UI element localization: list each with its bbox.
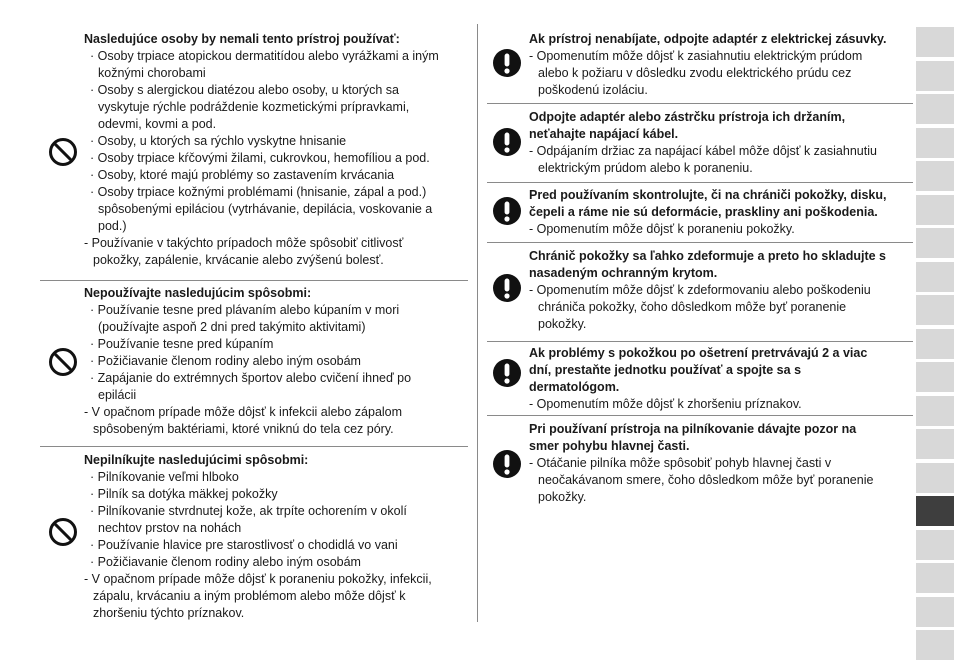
column-divider — [477, 24, 478, 622]
warning-section-persons — [40, 31, 468, 281]
consequence-line: alebo k požiaru v dôsledku zvodu elektrického prúdu cez — [538, 66, 852, 80]
caution-section-inspect — [487, 184, 913, 243]
chapter-tab — [916, 195, 954, 225]
bullet-line: · Osoby trpiace kŕčovými žilami, cukrovkou, hemofíliou a pod. — [90, 151, 430, 165]
consequence-line: pokožky. — [538, 317, 587, 331]
bullet-line: · Požičiavanie členom rodiny alebo iným osobám — [90, 555, 361, 569]
chapter-tab — [916, 128, 954, 158]
consequence-line: - Otáčanie pilníka môže spôsobiť pohyb hlavnej časti v — [529, 456, 832, 470]
section-heading: Nepilníkujte nasledujúcimi spôsobmi: — [84, 453, 309, 467]
bullet-line: vyskytuje rýchle podráždenie kozmetickými prípravkami, — [98, 100, 410, 114]
chapter-tab — [916, 597, 954, 627]
bullet-line: nechtov prstov na nohách — [98, 521, 242, 535]
bullet-line: · Používanie tesne pred plávaním alebo kúpaním v mori — [90, 303, 400, 317]
consequence-line: pokožky. — [538, 490, 587, 504]
warning-section-usage — [40, 281, 468, 447]
chapter-tab — [916, 396, 954, 426]
bullet-line: · Osoby, u ktorých sa rýchlo vyskytne hnisanie — [90, 134, 347, 148]
section-heading — [529, 109, 877, 143]
consequence-line: - Odpájaním držiac za napájací kábel môže dôjsť k zasiahnutiu — [529, 144, 877, 158]
bullet-line: · Pilník sa dotýka mäkkej pokožky — [90, 487, 278, 501]
bullet-line: · Pilníkovanie veľmi hlboko — [90, 470, 239, 484]
heading-line: smer pohybu hlavnej časti. — [529, 439, 690, 453]
bullet-line: epilácii — [98, 388, 137, 402]
consequence-line: - Opomenutím môže dôjsť k poraneniu pokožky. — [529, 222, 795, 236]
bullet-line: kožnými chorobami — [98, 66, 206, 80]
mandatory-exclamation-icon — [492, 273, 522, 303]
heading-line: nasadeným ochranným krytom. — [529, 266, 718, 280]
bullet-line: odevmi, kovmi a pod. — [98, 117, 217, 131]
heading-line: Pred používaním skontrolujte, či na chrániči pokožky, disku, — [529, 188, 887, 202]
chapter-tab — [916, 563, 954, 593]
bullet-line: · Osoby, ktoré majú problémy so zastavením krvácania — [90, 168, 395, 182]
consequence-line: chrániča pokožky, čoho dôsledkom môže byť poranenie — [538, 300, 847, 314]
consequence-line: - Opomenutím môže dôjsť k zhoršeniu príznakov. — [529, 397, 802, 411]
consequence-line: - V opačnom prípade môže dôjsť k poraneniu pokožky, infekcii, — [84, 572, 432, 586]
section-items — [84, 302, 411, 438]
bullet-line: · Osoby trpiace atopickou dermatitídou alebo vyrážkami a iným — [90, 49, 439, 63]
chapter-tab — [916, 27, 954, 57]
chapter-tab — [916, 329, 954, 359]
section-body — [529, 31, 887, 99]
bullet-line: spôsobenými epiláciou (vytrhávanie, depilácia, voskovanie a — [98, 202, 433, 216]
chapter-tab — [916, 295, 954, 325]
consequence-line: zápalu, krvácaniu a iným problémom alebo môže dôjsť k — [93, 589, 406, 603]
bullet-line: · Používanie tesne pred kúpaním — [90, 337, 274, 351]
caution-section-dermatologist — [487, 342, 913, 416]
heading-line: čepeli a ráme nie sú deformácie, praskliny ani poškodenia. — [529, 205, 878, 219]
bullet-line: · Osoby trpiace kožnými problémami (hnisanie, zápal a pod.) — [90, 185, 427, 199]
heading-line: Pri používaní prístroja na pilníkovanie dávajte pozor na — [529, 422, 857, 436]
prohibition-icon — [48, 517, 78, 547]
chapter-tab — [916, 429, 954, 459]
consequence-line: zhoršeniu týchto príznakov. — [93, 606, 245, 620]
chapter-tab — [916, 630, 954, 660]
section-body — [84, 31, 439, 269]
heading-line: Ak problémy s pokožkou po ošetrení pretrvávajú 2 a viac — [529, 346, 868, 360]
section-items — [84, 48, 439, 269]
prohibition-icon — [48, 137, 78, 167]
mandatory-exclamation-icon — [492, 48, 522, 78]
bullet-line: · Pilníkovanie stvrdnutej kože, ak trpíte ochorením v okolí — [90, 504, 407, 518]
bullet-line: · Zapájanie do extrémnych športov alebo cvičení ihneď po — [90, 371, 412, 385]
mandatory-exclamation-icon — [492, 127, 522, 157]
consequence-line: neočakávanom smere, čoho dôsledkom môže byť poranenie — [538, 473, 874, 487]
heading-line: neťahajte napájací kábel. — [529, 127, 679, 141]
heading-line: Ak prístroj nenabíjate, odpojte adaptér z elektrickej zásuvky. — [529, 32, 887, 46]
consequence-line: - Používanie v takýchto prípadoch môže spôsobiť citlivosť — [84, 236, 404, 250]
chapter-tab — [916, 61, 954, 91]
bullet-line: · Osoby s alergickou diatézou alebo osoby, u ktorých sa — [90, 83, 399, 97]
chapter-tab — [916, 362, 954, 392]
section-body — [529, 421, 873, 506]
chapter-tab — [916, 94, 954, 124]
section-body — [84, 452, 432, 622]
chapter-tab-active — [916, 496, 954, 526]
consequence-line: - Opomenutím môže dôjsť k zdeformovaniu alebo poškodeniu — [529, 283, 871, 297]
section-heading — [529, 248, 886, 282]
consequence-line: elektrickým prúdom alebo k poraneniu. — [538, 161, 753, 175]
bullet-line: · Používanie hlavice pre starostlivosť o chodidlá vo vani — [90, 538, 398, 552]
chapter-tab — [916, 530, 954, 560]
mandatory-exclamation-icon — [492, 196, 522, 226]
section-heading — [529, 345, 867, 396]
section-items — [529, 282, 886, 333]
mandatory-exclamation-icon — [492, 358, 522, 388]
chapter-tabs — [916, 27, 954, 664]
heading-line: dní, prestaňte jednotku používať a spojte sa s — [529, 363, 802, 377]
bullet-line: · Požičiavanie členom rodiny alebo iným osobám — [90, 354, 361, 368]
section-items — [529, 221, 887, 238]
section-items — [84, 469, 432, 622]
section-heading — [529, 187, 887, 221]
heading-line: Odpojte adaptér alebo zástrčku prístroja ich držaním, — [529, 110, 846, 124]
section-heading — [529, 31, 887, 48]
consequence-line: spôsobeným baktériami, ktoré vniknú do tela cez póry. — [93, 422, 394, 436]
mandatory-exclamation-icon — [492, 449, 522, 479]
caution-section-adapter — [487, 107, 913, 183]
section-body — [529, 248, 886, 333]
heading-line: dermatológom. — [529, 380, 620, 394]
bullet-line: (používajte aspoň 2 dni pred takýmito aktivitami) — [98, 320, 366, 334]
bullet-line: pod.) — [98, 219, 127, 233]
section-heading: Nasledujúce osoby by nemali tento prístroj používať: — [84, 32, 400, 46]
section-items — [529, 143, 877, 177]
section-items — [529, 48, 887, 99]
caution-section-direction — [487, 416, 913, 516]
section-body — [529, 345, 867, 413]
section-items — [529, 396, 867, 413]
chapter-tab — [916, 262, 954, 292]
chapter-tab — [916, 463, 954, 493]
caution-section-storage — [487, 243, 913, 342]
section-body — [529, 109, 877, 177]
caution-section-unplug — [487, 31, 913, 104]
consequence-line: poškodenú izoláciu. — [538, 83, 648, 97]
warning-section-filing — [40, 447, 468, 622]
section-heading: Nepoužívajte nasledujúcim spôsobmi: — [84, 286, 312, 300]
consequence-line: - Opomenutím môže dôjsť k zasiahnutiu elektrickým prúdom — [529, 49, 863, 63]
prohibition-icon — [48, 347, 78, 377]
chapter-tab — [916, 228, 954, 258]
heading-line: Chránič pokožky sa ľahko zdeformuje a preto ho skladujte s — [529, 249, 886, 263]
section-body — [529, 187, 887, 238]
section-heading — [529, 421, 873, 455]
consequence-line: pokožky, zapálenie, krvácanie alebo zvýšenú bolesť. — [93, 253, 384, 267]
consequence-line: - V opačnom prípade môže dôjsť k infekcii alebo zápalom — [84, 405, 403, 419]
section-items — [529, 455, 873, 506]
section-body — [84, 285, 411, 438]
chapter-tab — [916, 161, 954, 191]
